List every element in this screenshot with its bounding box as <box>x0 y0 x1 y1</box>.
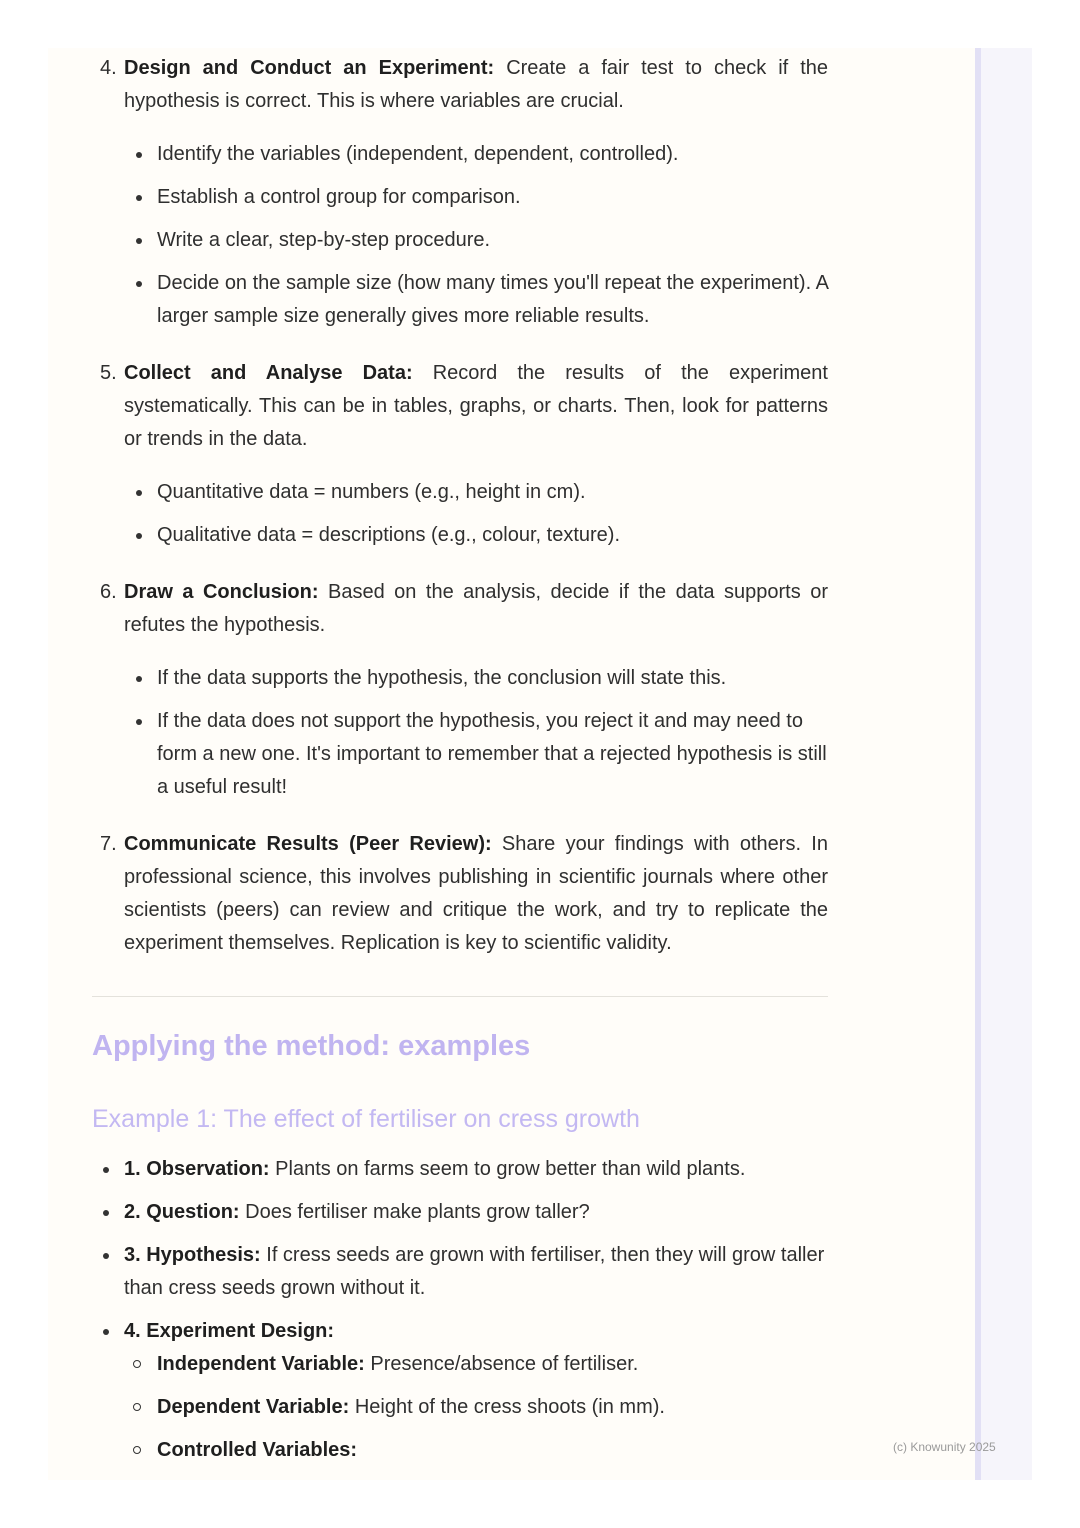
step-7 <box>92 828 828 960</box>
design-sublist <box>124 1348 828 1467</box>
section-heading: Applying the method: examples <box>92 1030 531 1062</box>
item-label: 3. Hypothesis: <box>124 1244 261 1266</box>
list-item: If the data supports the hypothesis, the conclusion will state this. <box>157 662 828 695</box>
margin-rule <box>975 48 981 1480</box>
sub-list-item <box>157 1348 828 1381</box>
step-title: Communicate Results (Peer Review): <box>124 833 492 855</box>
item-label: Dependent Variable: <box>157 1396 350 1418</box>
item-label: Independent Variable: <box>157 1353 365 1375</box>
step-title: Draw a Conclusion: <box>124 581 319 603</box>
example-list <box>92 1153 828 1467</box>
list-item: Write a clear, step-by-step procedure. <box>157 224 828 257</box>
step-text: Share your findings with others. In professional science, this involves publishing in scientific journals where other scientists (peers) can review and critique the work, and try to replicate the experiment themselves. Replication is key to scientific validity. <box>124 833 828 954</box>
list-item: Establish a control group for comparison. <box>157 181 828 214</box>
list-item: Qualitative data = descriptions (e.g., colour, texture). <box>157 519 828 552</box>
step-number: 5. <box>100 362 117 384</box>
list-item: Decide on the sample size (how many times you'll repeat the experiment). A larger sample size generally gives more reliable results. <box>157 267 828 333</box>
step-text: Based on the analysis, decide if the data supports or refutes the hypothesis. <box>124 581 828 636</box>
item-label: 1. Observation: <box>124 1158 270 1180</box>
step-number: 4. <box>100 57 117 79</box>
list-item: If the data does not support the hypothesis, you reject it and may need to form a new one. It's important to remember that a rejected hypothesis is still a useful result! <box>157 705 828 804</box>
copyright-footer: (c) Knowunity 2025 <box>893 1440 996 1454</box>
item-text: Does fertiliser make plants grow taller? <box>239 1201 590 1223</box>
step-number: 6. <box>100 581 117 603</box>
step-4 <box>92 52 828 118</box>
step-number: 7. <box>100 833 117 855</box>
section-divider <box>92 996 828 997</box>
right-margin-panel <box>978 48 1032 1480</box>
step-text: Record the results of the experiment systematically. This can be in tables, graphs, or charts. Then, look for patterns or trends in the data. <box>124 362 828 450</box>
example-heading: Example 1: The effect of fertiliser on cress growth <box>92 1105 640 1133</box>
document-content <box>92 52 828 1477</box>
item-label: Controlled Variables: <box>157 1439 358 1461</box>
sub-list-item <box>157 1391 828 1424</box>
list-item <box>124 1153 828 1186</box>
list-item <box>124 1315 828 1467</box>
list-item <box>124 1196 828 1229</box>
item-text: Height of the cress shoots (in mm). <box>349 1396 665 1418</box>
step-6-bullets <box>92 662 828 804</box>
step-title: Collect and Analyse Data: <box>124 362 413 384</box>
item-label: 2. Question: <box>124 1201 240 1223</box>
step-5 <box>92 357 828 456</box>
item-text: Presence/absence of fertiliser. <box>364 1353 639 1375</box>
list-item: Quantitative data = numbers (e.g., height in cm). <box>157 476 828 509</box>
step-4-bullets <box>92 138 828 333</box>
step-title: Design and Conduct an Experiment: <box>124 57 495 79</box>
step-6 <box>92 576 828 642</box>
step-5-bullets <box>92 476 828 552</box>
item-text: Plants on farms seem to grow better than wild plants. <box>269 1158 746 1180</box>
item-text: If cress seeds are grown with fertiliser, then they will grow taller than cress seeds grown without it. <box>124 1244 825 1299</box>
list-item <box>124 1239 828 1305</box>
sub-list-item <box>157 1434 828 1467</box>
step-text: Create a fair test to check if the hypothesis is correct. This is where variables are crucial. <box>124 57 828 112</box>
list-item: Identify the variables (independent, dependent, controlled). <box>157 138 828 171</box>
item-label: 4. Experiment Design: <box>124 1320 335 1342</box>
